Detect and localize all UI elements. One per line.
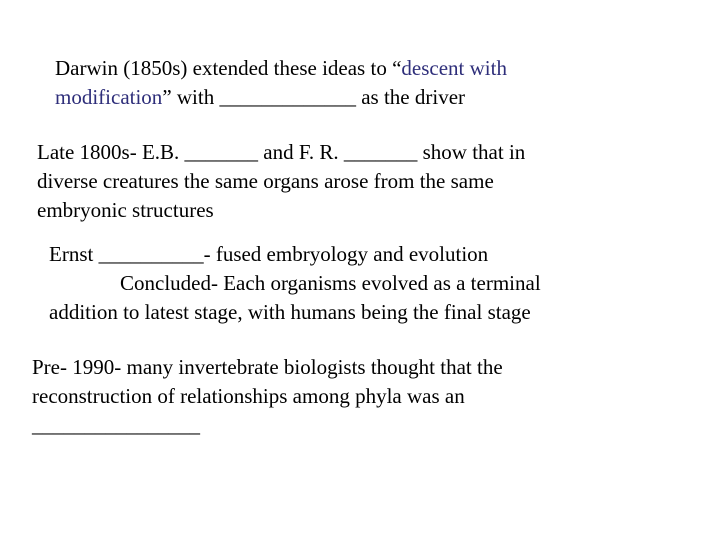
darwin-paragraph bbox=[55, 54, 507, 112]
late-1800s-line-2: diverse creatures the same organs arose from the same bbox=[37, 169, 494, 193]
ernst-line-2: Concluded- Each organisms evolved as a terminal bbox=[120, 271, 541, 295]
darwin-line-1-highlight: descent with bbox=[401, 56, 507, 80]
ernst-line-1: Ernst __________- fused embryology and evolution bbox=[49, 242, 489, 266]
darwin-line-2-highlight: modification bbox=[55, 85, 163, 109]
ernst-paragraph bbox=[49, 240, 541, 327]
darwin-line-2 bbox=[55, 83, 507, 112]
late-1800s-paragraph bbox=[37, 138, 525, 225]
late-1800s-line-1: Late 1800s- E.B. _______ and F. R. _______ show that in bbox=[37, 140, 526, 164]
darwin-line-2-text: ” with _____________ as the driver bbox=[162, 85, 466, 109]
late-1800s-line-3: embryonic structures bbox=[37, 198, 214, 222]
pre-1990-line-3: ________________ bbox=[32, 413, 200, 437]
pre-1990-line-1: Pre- 1990- many invertebrate biologists thought that the bbox=[32, 355, 503, 379]
darwin-line-1 bbox=[55, 54, 507, 83]
darwin-line-1-text: Darwin (1850s) extended these ideas to “ bbox=[55, 56, 402, 80]
pre-1990-paragraph bbox=[32, 353, 503, 440]
ernst-line-3: addition to latest stage, with humans being the final stage bbox=[49, 300, 531, 324]
pre-1990-line-2: reconstruction of relationships among phyla was an bbox=[32, 384, 465, 408]
